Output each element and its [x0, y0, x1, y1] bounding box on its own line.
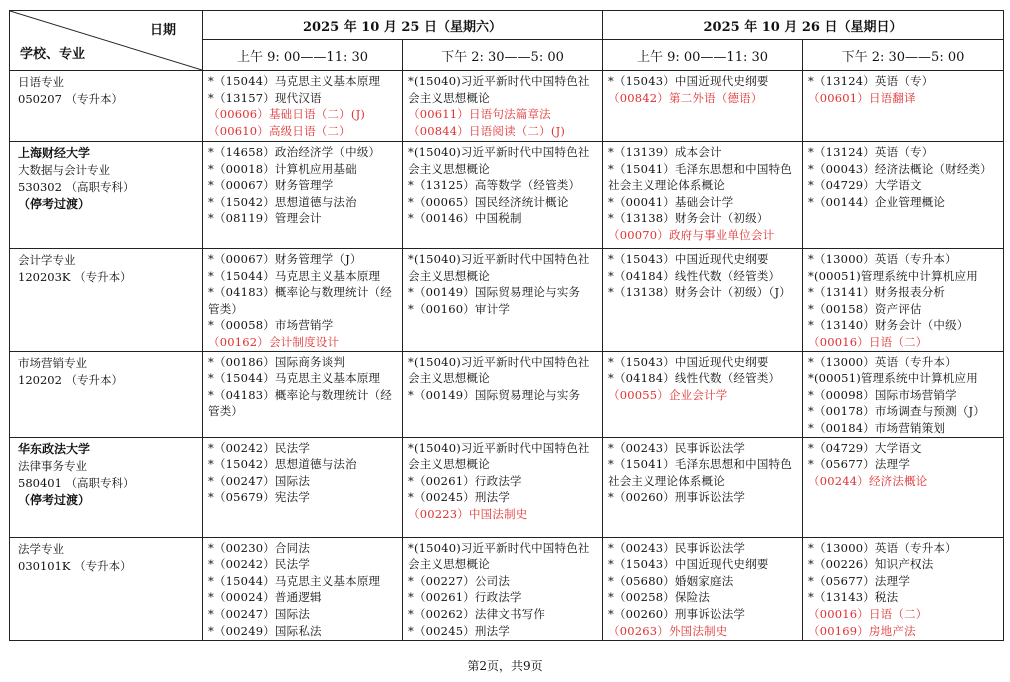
schedule-body [10, 71, 1004, 641]
table-row [10, 351, 1004, 437]
course-item: *（00226）知识产权法 [808, 557, 934, 572]
session-courses-cell [403, 71, 603, 142]
course-item-highlighted: （00610）高级日语（二） [208, 123, 351, 138]
course-item-highlighted: （00016）日语（二） [808, 334, 928, 349]
course-item-highlighted: （00169）房地产法 [808, 623, 916, 638]
course-item: *（00242）民法学 [208, 440, 311, 455]
session-courses-cell [803, 351, 1004, 437]
course-item: *（00184）市场营销策划 [808, 420, 946, 435]
session-courses-cell [803, 249, 1004, 352]
course-item: *（13124）英语（专） [808, 145, 934, 159]
course-item-highlighted: （00844）日语阅读（二）(J) [408, 123, 566, 138]
course-item-highlighted: （00263）外国法制史 [608, 623, 728, 638]
course-item: *（15043）中国近现代史纲要 [608, 252, 769, 266]
course-item: *（04184）线性代数（经管类） [608, 268, 781, 283]
course-item: *（00258）保险法 [608, 590, 711, 605]
session-courses-cell [203, 351, 403, 437]
course-item-highlighted: （00223）中国法制史 [408, 506, 528, 521]
table-row [10, 71, 1004, 142]
page-footer: 第2页，共9页 [467, 659, 543, 673]
course-item: *(15040)习近平新时代中国特色社会主义思想概论 [408, 145, 590, 176]
course-item: *（04183）概率论与数理统计（经管类） [208, 285, 392, 316]
course-item: *（00260）刑事诉讼法学 [608, 490, 746, 505]
course-item: *（13000）英语（专升本） [808, 252, 957, 266]
course-item: *（13125）高等数学（经管类） [408, 178, 581, 193]
session-courses-cell [403, 142, 603, 249]
course-item: *（15044）马克思主义基本原理 [208, 573, 381, 588]
course-item: *（04184）线性代数（经管类） [608, 371, 781, 386]
course-item: *（15041）毛泽东思想和中国特色社会主义理论体系概论 [608, 457, 792, 488]
course-item: *（05677）法理学 [808, 573, 911, 588]
course-item-highlighted: （00601）日语翻译 [808, 90, 916, 105]
course-item: *（00262）法律文书写作 [408, 606, 546, 621]
exam-schedule-table [9, 10, 1004, 641]
course-item: *（00242）民法学 [208, 557, 311, 572]
course-item: *(15040)习近平新时代中国特色社会主义思想概论 [408, 74, 590, 105]
course-item-highlighted: （00162）会计制度设计 [208, 334, 340, 349]
major-name: 法律事务专业 [18, 458, 87, 473]
course-item: *（00260）刑事诉讼法学 [608, 606, 746, 621]
course-item: *（00024）普通逻辑 [208, 590, 322, 605]
course-item: *（13139）成本会计 [608, 145, 722, 159]
course-item: *（14658）政治经济学（中级） [208, 145, 381, 159]
session-header-3: 上午 9: 00——11: 30 [603, 40, 803, 71]
course-item: *（00243）民事诉讼法学 [608, 440, 746, 455]
course-item: *（13157）现代汉语 [208, 90, 322, 105]
session-courses-cell [203, 437, 403, 537]
session-courses-cell [203, 249, 403, 352]
course-item: *（00065）国民经济统计概论 [408, 194, 569, 209]
course-item: *（13124）英语（专） [808, 74, 934, 88]
course-item: *（00158）资产评估 [808, 301, 922, 316]
major-code: 120202 （专升本） [18, 372, 124, 387]
school-major-cell [10, 249, 203, 352]
course-item: *（15043）中国近现代史纲要 [608, 354, 769, 369]
course-item: *（13138）财务会计（初级）（J） [608, 285, 791, 300]
course-item-highlighted: （00070）政府与事业单位会计 [608, 227, 775, 242]
school-major-cell [10, 71, 203, 142]
course-item: *（00186）国际商务谈判 [208, 354, 346, 369]
course-item: *（05677）法理学 [808, 457, 911, 472]
course-item: *（00058）市场营销学 [208, 318, 334, 333]
course-item: *(15040)习近平新时代中国特色社会主义思想概论 [408, 354, 590, 386]
course-item: *（04183）概率论与数理统计（经管类） [208, 387, 392, 419]
course-item: *（05680）婚姻家庭法 [608, 573, 734, 588]
course-item: *（00149）国际贸易理论与实务 [408, 387, 581, 402]
major-name: 日语专业 [18, 75, 64, 89]
table-row [10, 537, 1004, 640]
session-courses-cell [203, 71, 403, 142]
session-header-4: 下午 2: 30——5: 00 [803, 40, 1004, 71]
course-item: *（00018）计算机应用基础 [208, 161, 357, 176]
course-item: *（13000）英语（专升本） [808, 540, 957, 555]
course-item: *（15042）思想道德与法治 [208, 194, 357, 209]
session-courses-cell [203, 537, 403, 640]
major-code: 580401 （高职专科） [18, 475, 135, 490]
session-courses-cell [603, 142, 803, 249]
school-major-cell [10, 537, 203, 640]
session-courses-cell [403, 351, 603, 437]
suspension-note: （停考过渡） [18, 197, 91, 211]
session-courses-cell [603, 537, 803, 640]
course-item: *（00245）刑法学 [408, 623, 511, 638]
course-item: *（13143）税法 [808, 590, 899, 605]
course-item: *（00261）行政法学 [408, 473, 522, 488]
session-courses-cell [203, 142, 403, 249]
course-item: *（15041）毛泽东思想和中国特色社会主义理论体系概论 [608, 161, 792, 193]
session-courses-cell [403, 437, 603, 537]
corner-date-label: 日期 [149, 23, 176, 38]
course-item: *（08119）管理会计 [208, 211, 322, 226]
table-row [10, 437, 1004, 537]
course-item: *（00067）财务管理学（J） [208, 252, 362, 266]
corner-school-label: 学校、专业 [20, 47, 86, 62]
course-item: *（00230）合同法 [208, 540, 311, 555]
course-item: *（15043）中国近现代史纲要 [608, 557, 769, 572]
major-name: 会计学专业 [18, 253, 76, 267]
course-item-highlighted: （00016）日语（二） [808, 606, 928, 621]
header-corner-cell [10, 11, 203, 71]
session-courses-cell [603, 437, 803, 537]
session-header-1: 上午 9: 00——11: 30 [203, 40, 403, 71]
course-item: *（00067）财务管理学 [208, 178, 334, 193]
session-courses-cell [603, 249, 803, 352]
course-item-highlighted: （00055）企业会计学 [608, 387, 728, 402]
course-item: *（15044）马克思主义基本原理 [208, 371, 381, 386]
course-item: *(15040)习近平新时代中国特色社会主义思想概论 [408, 540, 590, 572]
session-courses-cell [403, 249, 603, 352]
course-item-highlighted: （00611）日语句法篇章法 [408, 107, 551, 122]
course-item: *(15040)习近平新时代中国特色社会主义思想概论 [408, 252, 590, 283]
table-row [10, 142, 1004, 249]
course-item: *（13000）英语（专升本） [808, 354, 957, 369]
session-courses-cell [603, 71, 803, 142]
course-item: *（15044）马克思主义基本原理 [208, 74, 381, 88]
course-item: *（13141）财务报表分析 [808, 285, 946, 300]
date-header-2: 2025 年 10 月 26 日（星期日） [603, 11, 1004, 40]
course-item: *（00245）刑法学 [408, 490, 511, 505]
school-major-cell [10, 351, 203, 437]
major-code: 030101K （专升本） [18, 558, 132, 573]
major-code: 050207 （专升本） [18, 92, 124, 106]
course-item: *（04729）大学语文 [808, 178, 922, 193]
course-item: *（05679）宪法学 [208, 490, 311, 505]
major-code: 120203K （专升本） [18, 270, 132, 284]
course-item: *（00043）经济法概论（财经类） [808, 161, 992, 176]
course-item: *（00247）国际法 [208, 606, 311, 621]
table-row [10, 249, 1004, 352]
session-courses-cell [803, 71, 1004, 142]
course-item: *（00041）基础会计学 [608, 194, 734, 209]
course-item: *（13138）财务会计（初级） [608, 211, 769, 226]
course-item: *(00051)管理系统中计算机应用 [808, 268, 978, 283]
course-item: *（00144）企业管理概论 [808, 194, 946, 209]
suspension-note: （停考过渡） [18, 492, 91, 507]
course-item-highlighted: （00842）第二外语（德语） [608, 90, 763, 105]
session-courses-cell [803, 537, 1004, 640]
university-name: 华东政法大学 [18, 441, 91, 456]
session-courses-cell [803, 142, 1004, 249]
session-courses-cell [603, 351, 803, 437]
session-courses-cell [403, 537, 603, 640]
course-item-highlighted: （00606）基础日语（二）(J) [208, 107, 366, 122]
school-major-cell [10, 142, 203, 249]
course-item: *（00149）国际贸易理论与实务 [408, 285, 581, 300]
course-item: *（00160）审计学 [408, 301, 511, 316]
course-item: *（00247）国际法 [208, 473, 311, 488]
major-name: 大数据与会计专业 [18, 163, 110, 177]
school-major-cell [10, 437, 203, 537]
course-item: *（00243）民事诉讼法学 [608, 540, 746, 555]
course-item: *（15043）中国近现代史纲要 [608, 74, 769, 88]
course-item: *（00098）国际市场营销学 [808, 387, 957, 402]
course-item: *（00261）行政法学 [408, 590, 522, 605]
session-courses-cell [803, 437, 1004, 537]
course-item: *(00051)管理系统中计算机应用 [808, 371, 978, 386]
major-code: 530302 （高职专科） [18, 180, 135, 194]
course-item: *（00227）公司法 [408, 573, 511, 588]
major-name: 市场营销专业 [18, 355, 87, 370]
course-item-highlighted: （00244）经济法概论 [808, 473, 928, 488]
course-item: *（13140）财务会计（中级） [808, 318, 969, 333]
course-item: *（00249）国际私法 [208, 623, 322, 638]
date-header-1: 2025 年 10 月 25 日（星期六） [203, 11, 603, 40]
course-item: *（15042）思想道德与法治 [208, 457, 357, 472]
course-item: *（00178）市场调查与预测（J） [808, 404, 986, 419]
course-item: *(15040)习近平新时代中国特色社会主义思想概论 [408, 440, 590, 472]
course-item: *（04729）大学语文 [808, 440, 922, 455]
major-name: 法学专业 [18, 541, 64, 556]
university-name: 上海财经大学 [18, 146, 91, 160]
session-header-2: 下午 2: 30——5: 00 [403, 40, 603, 71]
course-item: *（15044）马克思主义基本原理 [208, 268, 381, 283]
course-item: *（00146）中国税制 [408, 211, 522, 226]
